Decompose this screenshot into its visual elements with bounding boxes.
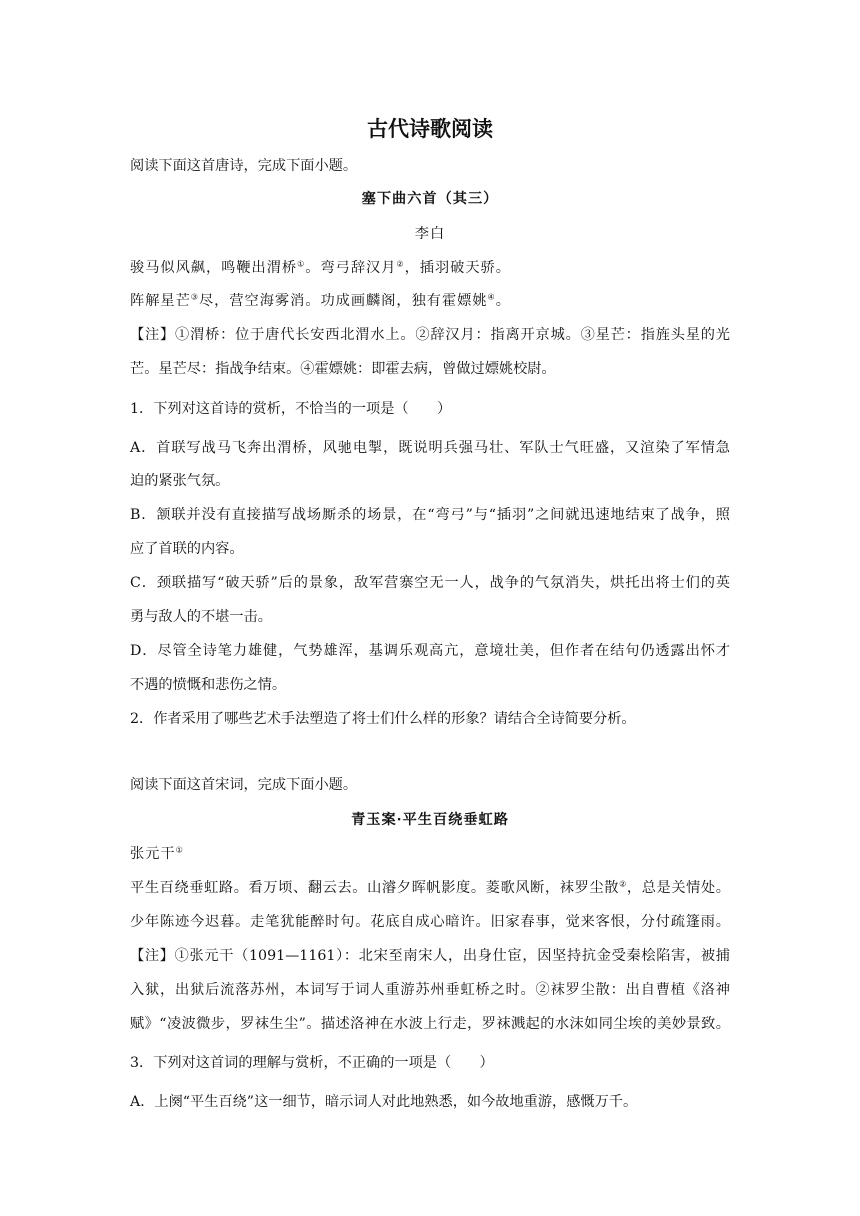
- question-2: 2．作者采用了哪些艺术手法塑造了将士们什么样的形象？请结合全诗简要分析。: [130, 711, 636, 727]
- poem-text: 。弯弓辞汉月: [305, 260, 397, 276]
- footnote-marker: ③: [190, 292, 199, 302]
- q1-option-a-line-1: A．首联写战马飞奔出渭桥，风驰电掣，既说明兵强马壮、军队士气旺盛，又渲染了军情急: [130, 440, 730, 456]
- section1-author: 李白: [414, 226, 446, 242]
- q1-option-c-line-2: 勇与敌人的不堪一击。: [130, 609, 272, 625]
- poem-text: ，总是关情处。: [626, 880, 730, 896]
- section1-note-line-1: 【注】①渭桥：位于唐代长安西北渭水上。②辞汉月：指离开京城。③星芒：指旌头星的光: [130, 327, 730, 343]
- section2-note-line-3: 赋》“凌波微步，罗袜生尘”。描述洛神在水波上行走，罗袜溅起的水沫如同尘埃的美妙景致。: [130, 1016, 730, 1032]
- section2-note-line-2: 入狱，出狱后流落苏州，本词写于词人重游苏州垂虹桥之时。②袜罗尘散：出自曹植《洛神: [130, 982, 730, 998]
- section1-poem-line-1: [130, 258, 730, 278]
- footnote-marker: ④: [487, 292, 496, 302]
- poem-text: 。: [495, 293, 511, 309]
- q1-option-b-line-2: 应了首联的内容。: [130, 541, 244, 557]
- q1-option-d-line-1: D．尽管全诗笔力雄健，气势雄浑，基调乐观高亢，意境壮美，但作者在结句仍透露出怀才: [130, 643, 730, 659]
- section1-poem-title: 塞下曲六首（其三）: [361, 191, 499, 207]
- section2-author: [130, 844, 730, 864]
- section2-poem-title: 青玉案·平生百绕垂虹路: [351, 812, 509, 828]
- q1-option-d-line-2: 不遇的愤慨和悲伤之情。: [130, 677, 287, 693]
- question-1: 1．下列对这首诗的赏析，不恰当的一项是（ ）: [130, 401, 452, 417]
- section1-intro: 阅读下面这首唐诗，完成下面小题。: [130, 158, 358, 174]
- poem-text: 尽，营空海雾消。功成画麟阁，独有霍嫖姚: [198, 293, 488, 309]
- section2-poem-line-1: [130, 878, 730, 898]
- question-3: 3．下列对这首词的理解与赏析，不正确的一项是（ ）: [130, 1055, 494, 1071]
- author-name: 张元干: [130, 846, 176, 862]
- poem-text: 阵解星芒: [130, 293, 191, 309]
- section1-note-line-2: 芒。星芒尽：指战争结束。④霍嫖姚：即霍去病，曾做过嫖姚校尉。: [130, 361, 556, 377]
- footnote-marker: ①: [297, 259, 306, 269]
- section2-note-line-1: 【注】①张元干（1091—1161）：北宋至南宋人，出身仕宦，因坚持抗金受秦桧陷害，被捕: [130, 948, 730, 964]
- q1-option-c-line-1: C．颈联描写“破天骄”后的景象，敌军营寨空无一人，战争的气氛消失，烘托出将士们的英: [130, 575, 730, 591]
- section2-poem-line-2: 少年陈迹今迟暮。走笔犹能醉时句。花底自成心暗许。旧家春事，觉来客恨，分付疏篷雨。: [130, 914, 730, 930]
- poem-text: ，插羽破天骄。: [404, 260, 511, 276]
- section1-poem-line-2: [130, 291, 730, 311]
- footnote-marker: ②: [619, 879, 627, 889]
- footnote-marker: ①: [175, 845, 184, 855]
- footnote-marker: ②: [396, 259, 405, 269]
- section2-intro: 阅读下面这首宋词，完成下面小题。: [130, 777, 358, 793]
- page-title: 古代诗歌阅读: [367, 116, 493, 141]
- q3-option-a: A．上阕“平生百绕”这一细节，暗示词人对此地熟悉，如今故地重游，感慨万千。: [130, 1094, 638, 1110]
- poem-text: 平生百绕垂虹路。看万顷、翻云去。山濬夕晖帆影度。菱歌风断，袜罗尘散: [130, 880, 620, 896]
- q1-option-a-line-2: 迫的紧张气氛。: [130, 473, 230, 489]
- q1-option-b-line-1: B．颔联并没有直接描写战场厮杀的场景，在“弯弓”与“插羽”之间就迅速地结束了战争，照: [130, 507, 730, 523]
- poem-text: 骏马似风飙，鸣鞭出渭桥: [130, 260, 298, 276]
